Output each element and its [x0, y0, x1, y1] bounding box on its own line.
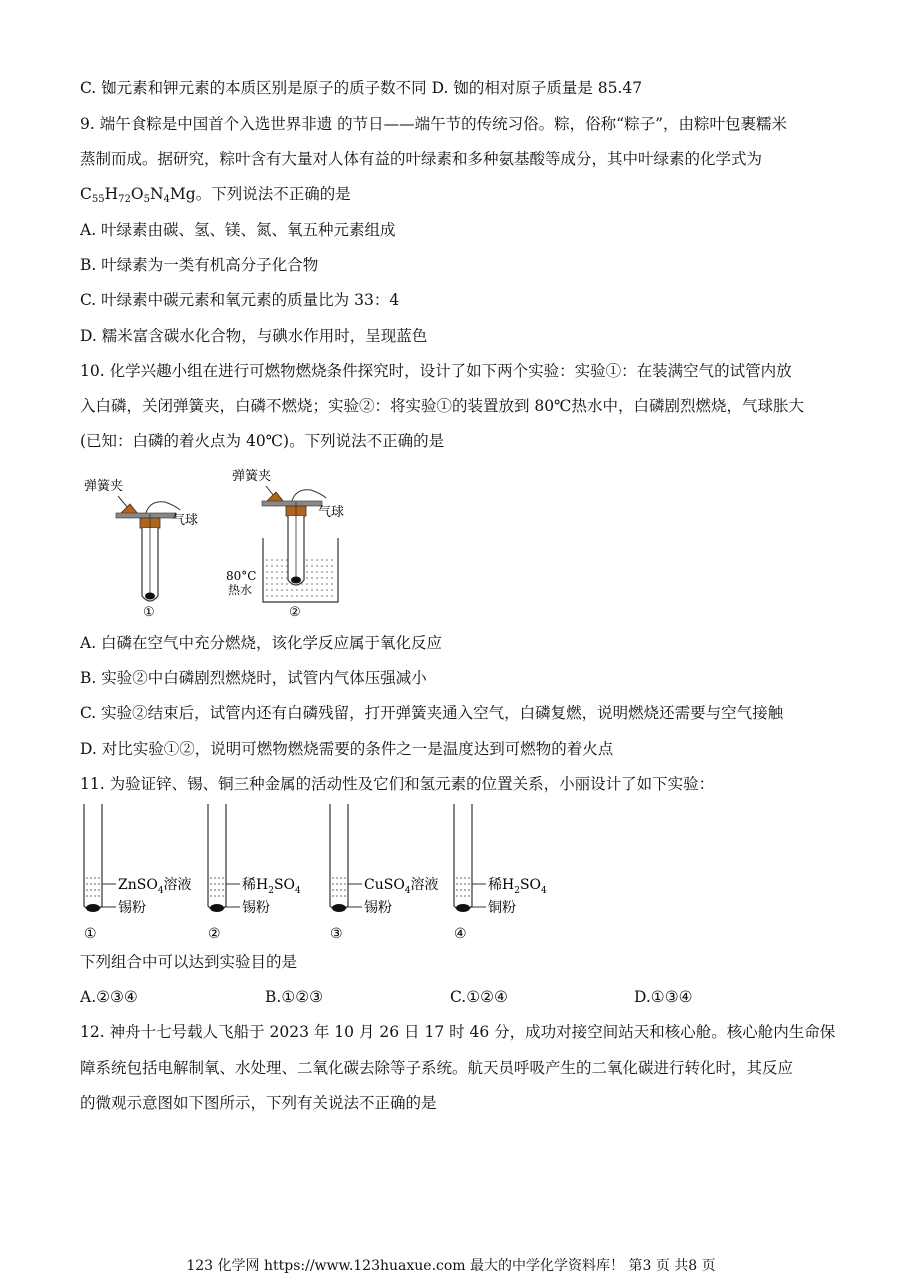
q8-options-cd: C. 铷元素和钾元素的本质区别是原子的质子数不同 D. 铷的相对原子质量是 85.47 [80, 79, 643, 97]
q10-stem-3: (已知：白磷的着火点为 40℃)。下列说法不正确的是 [80, 432, 445, 450]
q12-stem-2: 障系统包括电解制氧、水处理、二氧化碳去除等子系统。航天员呼吸产生的二氧化碳进行转化时，其反应 [80, 1059, 794, 1077]
q10-experiment-figure [80, 462, 370, 622]
q10-option-c: C. 实验②结束后，试管内还有白磷残留，打开弹簧夹通入空气，白磷复燃，说明燃烧还需要与空气接触 [80, 704, 784, 722]
apparatus-2-number: ② [289, 605, 301, 620]
q11-option-b: B.①②③ [265, 988, 324, 1006]
tube-1-liquid-label: ZnSO$_4$溶液 [118, 877, 192, 896]
tube-3-liquid-label: CuSO$_4$溶液 [364, 877, 439, 896]
q12-stem-3: 的微观示意图如下图所示，下列有关说法不正确的是 [80, 1094, 437, 1112]
spring-clip-label-1: 弹簧夹 [84, 479, 124, 494]
q10-option-a: A. 白磷在空气中充分燃烧，该化学反应属于氧化反应 [80, 634, 443, 652]
q9-option-d: D. 糯米富含碳水化合物，与碘水作用时，呈现蓝色 [80, 327, 428, 345]
q11-test-tubes-figure [80, 802, 560, 944]
q9-stem-1: 9. 端午食粽是中国首个入选世界非遗 的节日——端午节的传统习俗。粽，俗称“粽子”，由粽叶包裹糯米 [80, 115, 787, 133]
q10-stem-2: 入白磷，关闭弹簧夹，白磷不燃烧；实验②：将实验①的装置放到 80℃热水中，白磷剧烈燃烧，气球胀大 [80, 397, 804, 415]
test-tube-1 [84, 804, 192, 942]
q10-stem-1: 10. 化学兴趣小组在进行可燃物燃烧条件探究时，设计了如下两个实验：实验①：在装满空气的试管内放 [80, 362, 792, 380]
q11-option-c: C.①②④ [450, 988, 508, 1006]
tube-4-solid-label: 铜粉 [488, 900, 516, 916]
q11-question: 下列组合中可以达到实验目的是 [80, 953, 298, 971]
q11-option-d: D.①③④ [634, 988, 693, 1006]
tube-2-solid-label: 锡粉 [242, 900, 270, 916]
q9-option-a: A. 叶绿素由碳、氢、镁、氮、氧五种元素组成 [80, 221, 396, 239]
q9-option-b: B. 叶绿素为一类有机高分子化合物 [80, 256, 319, 274]
q9-stem-3: $C_{55}H_{72}O_5N_4Mg$。下列说法不正确的是 [80, 185, 351, 205]
q11-stem: 11. 为验证锌、锡、铜三种金属的活动性及它们和氢元素的位置关系，小丽设计了如下实验： [80, 775, 715, 793]
q11-option-a: A.②③④ [80, 988, 138, 1006]
balloon-label-1: 气球 [172, 513, 199, 528]
page-footer: 123 化学网 https://www.123huaxue.com 最大的中学化学资料库！ 第3 页 共8 页 [186, 1258, 716, 1274]
tube-3-solid-label: 锡粉 [364, 900, 392, 916]
tube-3-number: ③ [330, 926, 343, 942]
test-tube-4 [454, 804, 547, 942]
q10-option-d: D. 对比实验①②，说明可燃物燃烧需要的条件之一是温度达到可燃物的着火点 [80, 740, 614, 758]
q9-stem-2: 蒸制而成。据研究，粽叶含有大量对人体有益的叶绿素和多种氨基酸等成分，其中叶绿素的化学式为 [80, 150, 763, 168]
chlorophyll-formula: $C_{55}H_{72}O_5N_4Mg$ [80, 185, 196, 205]
apparatus-1-number: ① [143, 605, 155, 620]
tube-4-liquid-label: 稀$H_2SO_4$ [488, 877, 547, 896]
tube-1-solid-label: 锡粉 [118, 900, 146, 916]
test-tube-3 [330, 804, 439, 942]
tube-2-number: ② [208, 926, 221, 942]
test-tube-2 [208, 804, 301, 942]
balloon-label-2: 气球 [318, 505, 345, 520]
q10-option-b: B. 实验②中白磷剧烈燃烧时，试管内气体压强减小 [80, 669, 427, 687]
hot-water-label: 热水 [228, 583, 253, 597]
tube-1-number: ① [84, 926, 97, 942]
q12-stem-1: 12. 神舟十七号载人飞船于 2023 年 10 月 26 日 17 时 46 分，成功对接空间站天和核心舱。核心舱内生命保 [80, 1023, 836, 1041]
tube-2-liquid-label: 稀$H_2SO_4$ [242, 877, 301, 896]
q9-option-c: C. 叶绿素中碳元素和氧元素的质量比为 33：4 [80, 291, 400, 309]
temperature-label: 80°C [226, 569, 257, 583]
tube-4-number: ④ [454, 926, 467, 942]
spring-clip-label-2: 弹簧夹 [232, 469, 272, 484]
